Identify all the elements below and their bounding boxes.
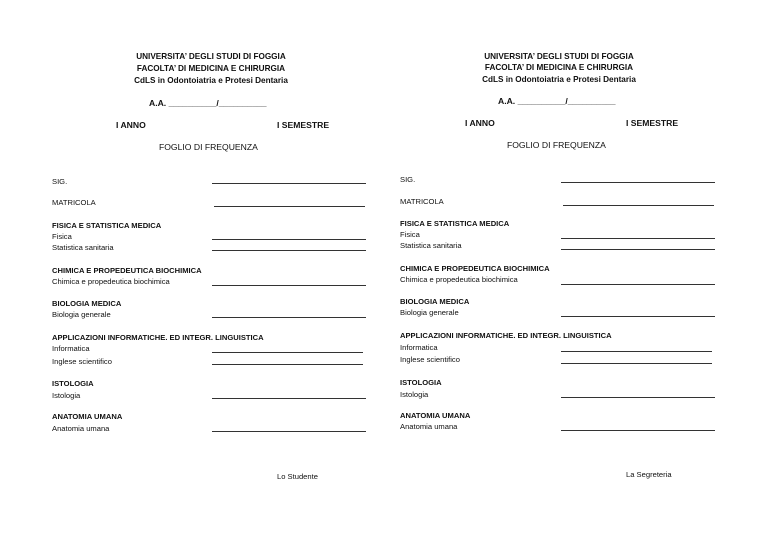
course-label: Istologia (52, 391, 81, 400)
sig-label: SIG. (52, 177, 68, 186)
year-label: I ANNO (116, 120, 146, 130)
course-signature-line[interactable] (561, 238, 715, 239)
section-title: BIOLOGIA MEDICA (52, 299, 122, 308)
academic-year: A.A. __________/__________ (498, 96, 616, 106)
sig-signature-line[interactable] (212, 183, 366, 184)
course-signature-line[interactable] (561, 249, 715, 250)
faculty-name: FACOLTA’ DI MEDICINA E CHIRURGIA (136, 64, 286, 73)
course-label: Fisica (400, 230, 420, 239)
course-signature-line[interactable] (212, 239, 366, 240)
form-title: FOGLIO DI FREQUENZA (507, 140, 606, 150)
section-title: CHIMICA E PROPEDEUTICA BIOCHIMICA (400, 264, 550, 273)
faculty-name: FACOLTA’ DI MEDICINA E CHIRURGIA (484, 63, 634, 72)
section-title: APPLICAZIONI INFORMATICHE. ED INTEGR. LINGUISTICA (400, 331, 612, 340)
academic-year: A.A. __________/__________ (149, 98, 267, 108)
course-label: Anatomia umana (52, 424, 110, 433)
course-signature-line[interactable] (212, 285, 366, 286)
course-signature-line[interactable] (212, 364, 363, 365)
course-signature-line[interactable] (212, 317, 366, 318)
course-signature-line[interactable] (212, 398, 366, 399)
attendance-form-right (384, 0, 768, 543)
section-title: ANATOMIA UMANA (400, 411, 471, 420)
course-label: Inglese scientifico (400, 355, 460, 364)
course-label: Statistica sanitaria (52, 243, 114, 252)
course-signature-line[interactable] (561, 430, 715, 431)
section-title: APPLICAZIONI INFORMATICHE. ED INTEGR. LINGUISTICA (52, 333, 264, 342)
matricola-label: MATRICOLA (400, 197, 444, 206)
section-title: ISTOLOGIA (400, 378, 442, 387)
university-name: UNIVERSITA’ DEGLI STUDI DI FOGGIA (484, 52, 634, 61)
sig-label: SIG. (400, 175, 416, 184)
course-signature-line[interactable] (561, 397, 715, 398)
course-signature-line[interactable] (212, 431, 366, 432)
course-signature-line[interactable] (561, 284, 715, 285)
course-label: Informatica (400, 343, 438, 352)
course-label: Inglese scientifico (52, 357, 112, 366)
semester-label: I SEMESTRE (277, 120, 330, 130)
section-title: BIOLOGIA MEDICA (400, 297, 470, 306)
course-label: Statistica sanitaria (400, 241, 462, 250)
student-signature-label: Lo Studente (277, 472, 318, 481)
section-title: FISICA E STATISTICA MEDICA (52, 221, 162, 230)
matricola-signature-line[interactable] (214, 206, 365, 207)
year-label: I ANNO (465, 118, 495, 128)
matricola-signature-line[interactable] (563, 205, 714, 206)
degree-course: CdLS in Odontoiatria e Protesi Dentaria (482, 75, 636, 84)
degree-course: CdLS in Odontoiatria e Protesi Dentaria (134, 76, 288, 85)
course-signature-line[interactable] (212, 352, 363, 353)
secretariat-signature-label: La Segreteria (626, 470, 672, 479)
semester-label: I SEMESTRE (626, 118, 679, 128)
course-label: Biologia generale (400, 308, 459, 317)
section-title: FISICA E STATISTICA MEDICA (400, 219, 510, 228)
course-label: Biologia generale (52, 310, 111, 319)
form-title: FOGLIO DI FREQUENZA (159, 142, 258, 152)
course-label: Anatomia umana (400, 422, 458, 431)
course-label: Istologia (400, 390, 429, 399)
course-label: Chimica e propedeutica biochimica (400, 275, 518, 284)
course-label: Chimica e propedeutica biochimica (52, 277, 170, 286)
section-title: ANATOMIA UMANA (52, 412, 123, 421)
section-title: CHIMICA E PROPEDEUTICA BIOCHIMICA (52, 266, 202, 275)
sig-signature-line[interactable] (561, 182, 715, 183)
course-signature-line[interactable] (212, 250, 366, 251)
course-label: Fisica (52, 232, 72, 241)
university-name: UNIVERSITA’ DEGLI STUDI DI FOGGIA (136, 52, 286, 61)
section-title: ISTOLOGIA (52, 379, 94, 388)
course-signature-line[interactable] (561, 363, 712, 364)
course-signature-line[interactable] (561, 351, 712, 352)
course-label: Informatica (52, 344, 90, 353)
matricola-label: MATRICOLA (52, 198, 96, 207)
course-signature-line[interactable] (561, 316, 715, 317)
